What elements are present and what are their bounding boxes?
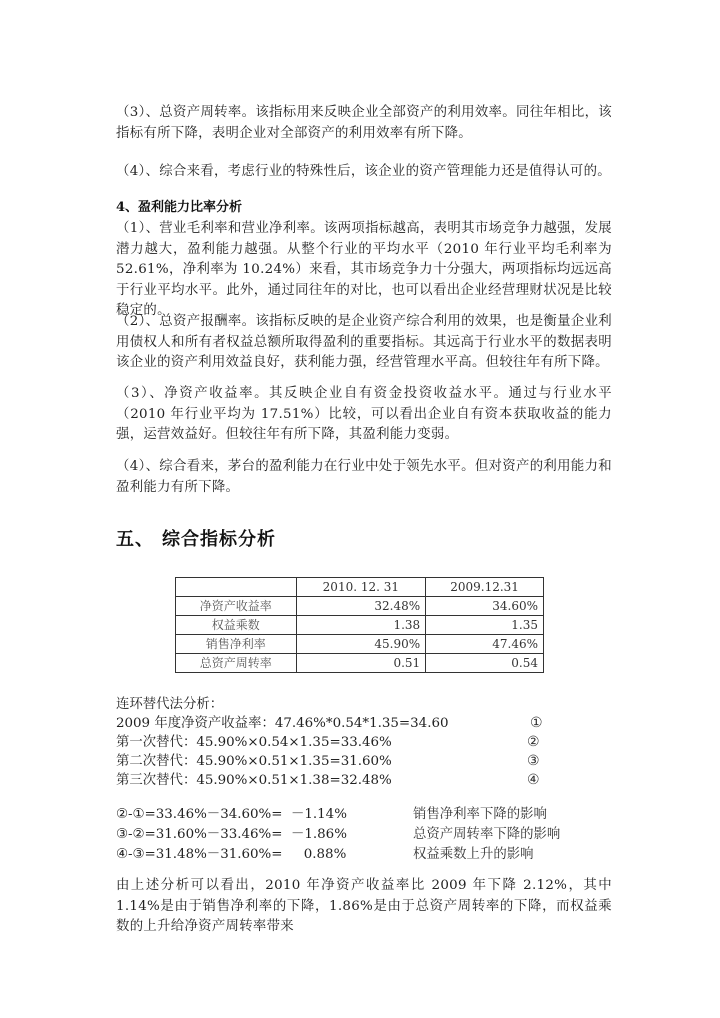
table-header-cell: 2009.12.31 xyxy=(426,578,544,597)
row-label: 权益乘数 xyxy=(176,616,297,635)
value-2010: 45.90% xyxy=(296,635,426,654)
row-label: 净资产收益率 xyxy=(176,597,297,616)
difference-formula: ③-②=31.60%－33.46%= －1.86% xyxy=(116,827,347,842)
step-marker: ② xyxy=(527,734,540,750)
section-title-text: 综合指标分析 xyxy=(162,529,276,550)
difference-impact: 销售净利率下降的影响 xyxy=(413,807,547,822)
table-row xyxy=(176,635,544,654)
paragraph-profit-margins: （1）、营业毛利率和营业净利率。该两项指标越高，表明其市场竞争力越强，发展潜力越大，盈利能力越强。从整个行业的平均水平（2010 年行业平均毛利率为 52.61%，净利率为 10.24%）来看，其市场竞争力十分强大，两项指标均远远高于行业平均水平。此外，通过同往年的对比，也可以看出企业经营理财状况是比较稳定的。 xyxy=(116,221,612,319)
substitution-step: 第一次替代：45.90%×0.54×1.35=33.46% xyxy=(116,735,392,750)
value-2009: 47.46% xyxy=(426,635,544,654)
dupont-table xyxy=(175,577,544,673)
substitution-step: 第二次替代：45.90%×0.51×1.35=31.60% xyxy=(116,754,392,769)
table-row xyxy=(176,654,544,673)
paragraph-conclusion: 由上述分析可以看出，2010 年净资产收益率比 2009 年下降 2.12%，其中 1.14%是由于销售净利率的下降，1.86%是由于总资产周转率的下降，而权益乘数的上升给净资产周转率带来 xyxy=(116,878,612,935)
value-2009: 1.35 xyxy=(426,616,544,635)
section-number: 五、 xyxy=(116,529,154,550)
difference-impact: 总资产周转率下降的影响 xyxy=(413,827,561,842)
difference-formula: ②-①=33.46%－34.60%= －1.14% xyxy=(116,807,347,822)
paragraph-return-on-equity: （3）、净资产收益率。其反映企业自有资金投资收益水平。通过与行业水平（2010 年行业平均为 17.51%）比较，可以看出企业自有资本获取收益的能力强，运营效益好。但较往年有所下降，其盈利能力变弱。 xyxy=(116,386,612,443)
row-label: 销售净利率 xyxy=(176,635,297,654)
paragraph-asset-management-summary: （4）、综合来看，考虑行业的特殊性后，该企业的资产管理能力还是值得认可的。 xyxy=(116,164,611,179)
profitability-heading: 4、盈利能力比率分析 xyxy=(116,200,243,215)
value-2010: 0.51 xyxy=(296,654,426,673)
table-row xyxy=(176,597,544,616)
step-marker: ③ xyxy=(527,753,540,769)
row-label: 总资产周转率 xyxy=(176,654,297,673)
difference-impact: 权益乘数上升的影响 xyxy=(413,847,534,862)
section-title xyxy=(116,527,276,553)
table-header-row xyxy=(176,578,544,597)
substitution-step: 2009 年度净资产收益率：47.46%*0.54*1.35=34.60 xyxy=(116,716,449,731)
value-2010: 1.38 xyxy=(296,616,426,635)
value-2009: 0.54 xyxy=(426,654,544,673)
table-header-cell: 2010. 12. 31 xyxy=(296,578,426,597)
substitution-title: 连环替代法分析： xyxy=(116,697,224,712)
substitution-step: 第三次替代：45.90%×0.51×1.38=32.48% xyxy=(116,773,392,788)
step-marker: ④ xyxy=(527,772,540,788)
paragraph-return-on-assets: （2）、总资产报酬率。该指标反映的是企业资产综合利用的效果，也是衡量企业利用债权人和所有者权益总额所取得盈利的重要指标。其远高于行业水平的数据表明该企业的资产利用效益良好，获利能力强，经营管理水平高。但较往年有所下降。 xyxy=(116,314,612,371)
step-marker: ① xyxy=(530,715,543,731)
difference-formula: ④-③=31.48%－31.60%= 0.88% xyxy=(116,847,347,862)
paragraph-asset-turnover: （3）、总资产周转率。该指标用来反映企业全部资产的利用效率。同往年相比，该指标有所下降，表明企业对全部资产的利用效率有所下降。 xyxy=(116,105,612,141)
paragraph-profitability-summary: （4）、综合看来，茅台的盈利能力在行业中处于领先水平。但对资产的利用能力和盈利能力有所下降。 xyxy=(116,459,612,495)
value-2009: 34.60% xyxy=(426,597,544,616)
table-row xyxy=(176,616,544,635)
table-header-cell xyxy=(176,578,297,597)
value-2010: 32.48% xyxy=(296,597,426,616)
